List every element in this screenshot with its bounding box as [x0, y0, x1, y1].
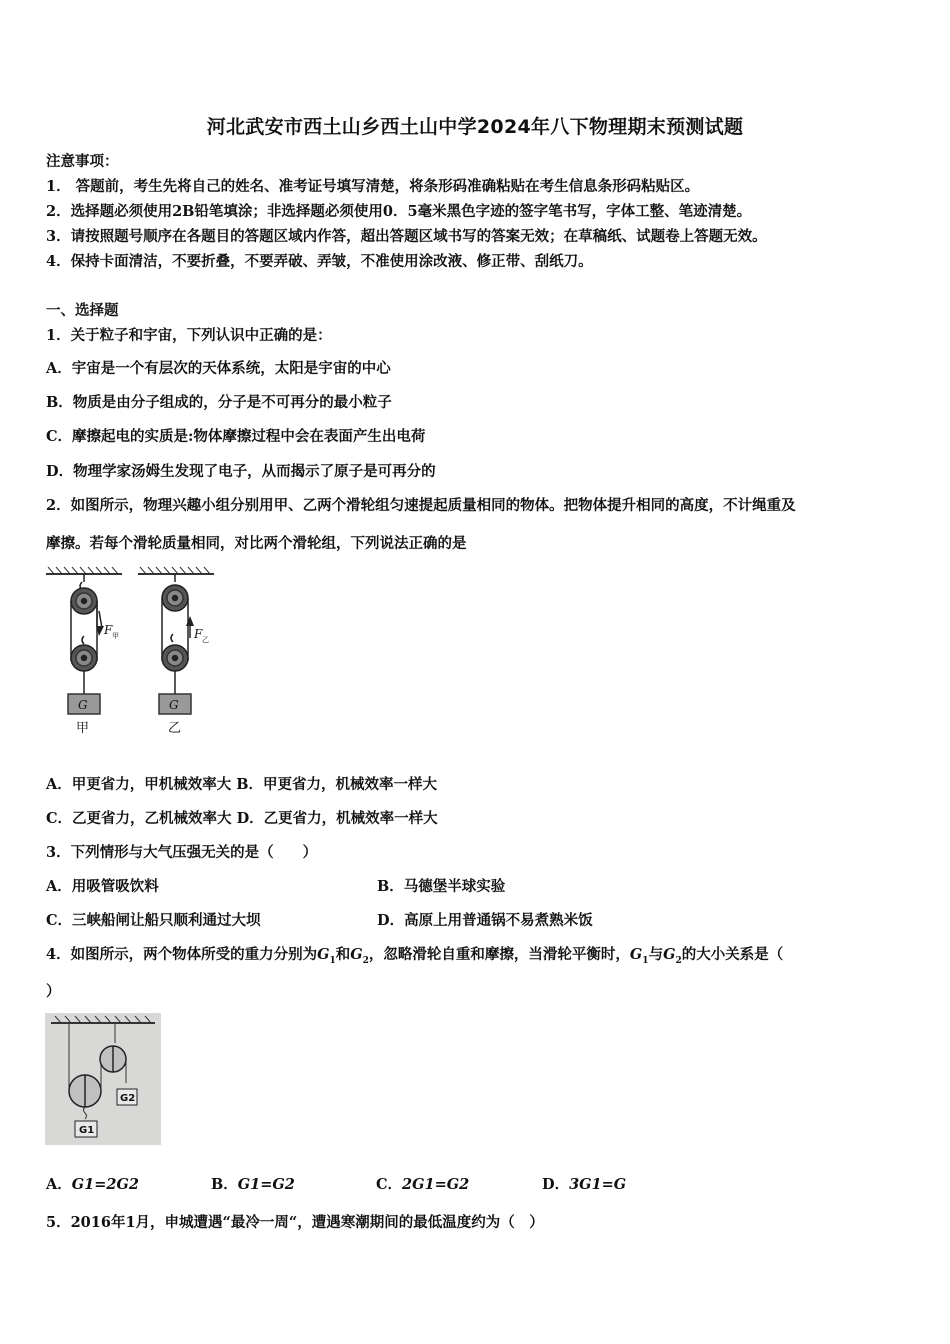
q4-option-b — [211, 1176, 295, 1194]
q1-option-b: B．物质是由分子组成的，分子是不可再分的最小粒子 — [46, 394, 392, 411]
q1-stem: 1．关于粒子和宇宙，下列认识中正确的是： — [46, 327, 332, 344]
q4-option-d-expr: 3G1=G — [569, 1176, 627, 1193]
notice-item-4: 4．保持卡面清洁，不要折叠，不要弄破、弄皱，不准使用涂改液、修正带、刮纸刀。 — [46, 253, 593, 270]
q4-option-c-letter: C． — [376, 1176, 403, 1193]
page-title: 河北武安市西土山乡西土山中学2024年八下物理期末预测试题 — [206, 116, 744, 138]
load-label-yi: G — [169, 698, 179, 712]
q1-option-a: A．宇宙是一个有层次的天体系统，太阳是宇宙的中心 — [46, 360, 391, 377]
q4-option-c-expr: 2G1=G2 — [402, 1176, 470, 1193]
q4-option-a-letter: A． — [46, 1176, 72, 1193]
q4-option-b-letter: B． — [211, 1176, 238, 1193]
pulley-group-yi — [159, 574, 194, 714]
q4-option-a — [46, 1176, 139, 1194]
notice-item-2: 2．选择题必须使用2B铅笔填涂；非选择题必须使用0．5毫米黑色字迹的签字笔书写，字体工整、笔迹清楚。 — [46, 203, 752, 220]
notice-heading: 注意事项： — [46, 153, 119, 170]
q4-stem-line2: ） — [46, 983, 61, 1000]
q4-fig-g1-label: G1 — [79, 1125, 95, 1136]
q2-stem-line1: 2．如图所示，物理兴趣小组分别用甲、乙两个滑轮组匀速提起质量相同的物体。把物体提升相同的高度，不计绳重及 — [46, 497, 796, 514]
q4-fig-g2-label: G2 — [120, 1093, 136, 1104]
caption-jia: 甲 — [76, 721, 90, 736]
notice-item-3: 3．请按照题号顺序在各题目的答题区域内作答，超出答题区域书写的答案无效；在草稿纸、试题卷上答题无效。 — [46, 228, 767, 245]
q4-stem-part-a: 4．如图所示，两个物体所受的重力分别为 — [46, 946, 318, 963]
ceiling-right — [138, 567, 214, 574]
caption-yi: 乙 — [168, 721, 182, 736]
q4-stem-part-b: ，忽略滑轮自重和摩擦，当滑轮平衡时， — [368, 946, 630, 963]
ceiling-left — [46, 567, 122, 574]
q4-option-a-expr: G1=2G2 — [71, 1176, 139, 1193]
force-label-jia: F — [104, 623, 113, 637]
section-heading: 一、选择题 — [46, 302, 119, 319]
q4-stem-part-d: 的大小关系是（ — [681, 946, 784, 963]
q4-g1-again-sub: 1 — [642, 955, 649, 966]
q4-g2-sub: 2 — [362, 955, 369, 966]
q1-option-d: D．物理学家汤姆生发现了电子，从而揭示了原子是可再分的 — [46, 463, 436, 480]
q4-pulley-photo — [45, 1013, 161, 1145]
q4-option-d-letter: D． — [542, 1176, 570, 1193]
q2-stem-line2: 摩擦。若每个滑轮质量相同，对比两个滑轮组，下列说法正确的是 — [46, 535, 467, 552]
q3-stem: 3．下列情形与大气压强无关的是（ ） — [46, 844, 318, 861]
q2-options-row2: C．乙更省力，乙机械效率大 D．乙更省力，机械效率一样大 — [46, 810, 438, 827]
q4-and: 和 — [335, 946, 351, 963]
q4-g2-again-sub: 2 — [675, 955, 682, 966]
q3-option-c: C．三峡船闸让船只顺利通过大坝 — [46, 912, 261, 929]
q4-g2: G — [350, 946, 363, 963]
q4-stem — [46, 946, 783, 970]
q4-option-c — [376, 1176, 469, 1194]
q1-option-c: C．摩擦起电的实质是:物体摩擦过程中会在表面产生出电荷 — [46, 428, 426, 445]
pulley-system-figure — [44, 566, 224, 738]
q4-option-b-expr: G1=G2 — [237, 1176, 295, 1193]
q3-option-b: B．马德堡半球实验 — [377, 878, 506, 895]
q4-g1-again: G — [629, 946, 643, 963]
force-sub-yi: 乙 — [202, 636, 209, 644]
q4-g1: G — [317, 946, 330, 963]
q3-option-d: D．高原上用普通锅不易煮熟米饭 — [377, 912, 593, 929]
q4-stem-part-c: 与 — [648, 946, 664, 963]
q5-stem: 5．2016年1月，申城遭遇“最冷一周“，遭遇寒潮期间的最低温度约为（ ） — [46, 1214, 544, 1231]
q4-g2-again: G — [663, 946, 676, 963]
notice-item-1: 1． 答题前，考生先将自己的姓名、准考证号填写清楚，将条形码准确粘贴在考生信息条形码粘贴区。 — [46, 178, 700, 195]
q4-g1-sub: 1 — [329, 955, 336, 966]
q3-option-a: A．用吸管吸饮料 — [46, 878, 159, 895]
force-sub-jia: 甲 — [112, 632, 119, 640]
pulley-group-jia — [68, 574, 104, 714]
q4-option-d — [542, 1176, 626, 1194]
q2-options-row1: A．甲更省力，甲机械效率大 B．甲更省力，机械效率一样大 — [46, 776, 438, 793]
force-label-yi: F — [194, 627, 203, 641]
load-label-jia: G — [78, 698, 88, 712]
